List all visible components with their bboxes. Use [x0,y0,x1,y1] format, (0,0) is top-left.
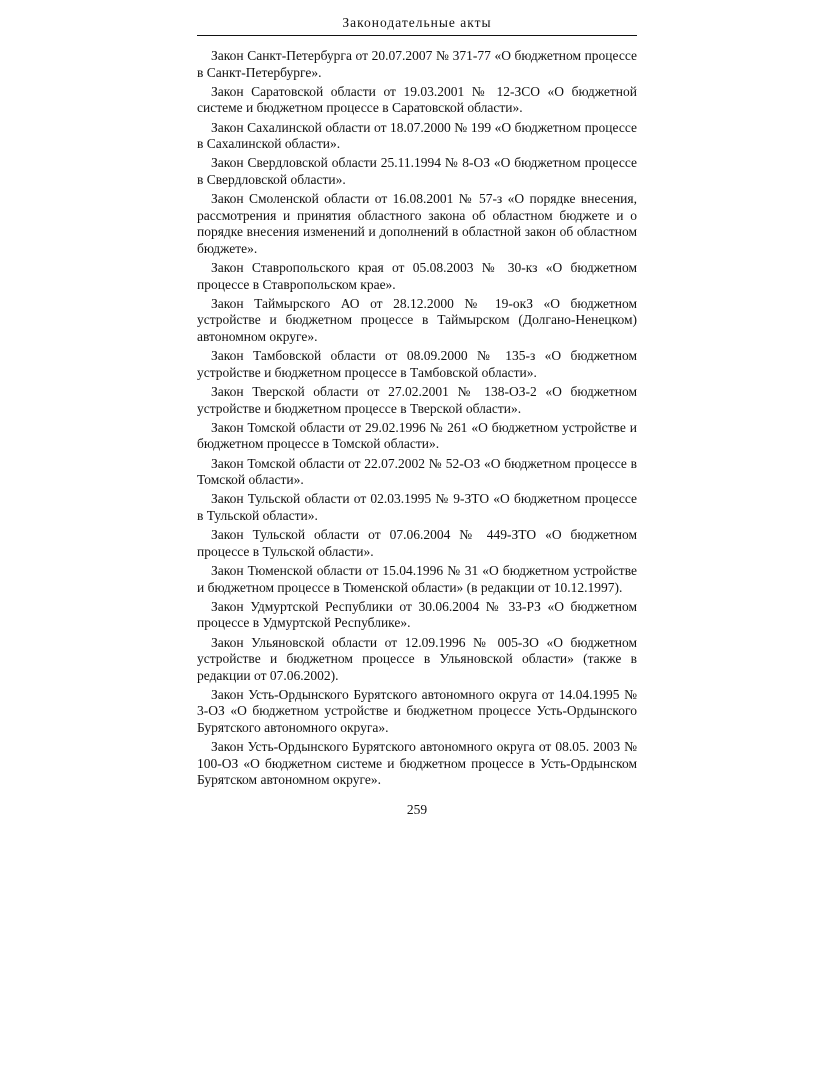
law-entry: Закон Усть-Ордынского Бурятского автономного округа от 14.04.1995 № 3-ОЗ «О бюджетном устройстве и бюджетном процессе Усть-Ордынского Бурятского автономного округа». [197,686,637,736]
law-entry: Закон Санкт-Петербурга от 20.07.2007 № 371-77 «О бюджетном процессе в Санкт-Петербурге». [197,48,637,80]
law-entry: Закон Удмуртской Республики от 30.06.2004 № 33-РЗ «О бюджетном процессе в Удмуртской Республике». [197,598,637,631]
book-page [197,14,637,819]
law-entry: Закон Сахалинской области от 18.07.2000 № 199 «О бюджетном процессе в Сахалинской области». [197,119,637,152]
law-entry: Закон Томской области от 22.07.2002 № 52-ОЗ «О бюджетном процессе в Томской области». [197,455,637,488]
law-entry: Закон Таймырского АО от 28.12.2000 № 19-окЗ «О бюджетном устройстве и бюджетном процессе в Таймырском (Долгано-Ненецком) автономном округе». [197,295,637,345]
law-entry: Закон Свердловской области 25.11.1994 № 8-ОЗ «О бюджетном процессе в Свердловской области». [197,155,637,187]
law-entry: Закон Тамбовской области от 08.09.2000 № 135-з «О бюджетном устройстве и бюджетном процессе в Тамбовской области». [197,348,637,380]
law-entry: Закон Томской области от 29.02.1996 № 261 «О бюджетном устройстве и бюджетном процессе в Томской области». [197,419,637,452]
law-entry: Закон Ставропольского края от 05.08.2003 № 30-кз «О бюджетном процессе в Ставропольском крае». [197,260,637,292]
law-entry: Закон Тюменской области от 15.04.1996 № 31 «О бюджетном устройстве и бюджетном процессе в Тюменской области» (в редакции от 10.12.1997). [197,562,637,595]
law-entry: Закон Саратовской области от 19.03.2001 № 12-ЗСО «О бюджетной системе и бюджетном процессе в Саратовской области». [197,83,637,116]
law-entry: Закон Тульской области от 07.06.2004 № 449-ЗТО «О бюджетном процессе в Тульской области». [197,527,637,559]
running-header: Законодательные акты [197,14,637,36]
law-list [197,48,637,789]
page-number: 259 [406,802,428,818]
law-entry: Закон Усть-Ордынского Бурятского автономного округа от 08.05. 2003 № 100-ОЗ «О бюджетном системе и бюджетном процессе в Усть-Ордынском Бурятском автономном округе». [197,739,637,788]
law-entry: Закон Ульяновской области от 12.09.1996 № 005-ЗО «О бюджетном устройстве и бюджетном процессе в Ульяновской области» (также в редакции от 07.06.2002). [197,634,637,683]
law-entry: Закон Тульской области от 02.03.1995 № 9-ЗТО «О бюджетном процессе в Тульской области». [197,491,637,523]
law-entry: Закон Смоленской области от 16.08.2001 № 57-з «О порядке внесения, рассмотрения и принятия областного закона об областном бюджете и о порядке внесения изменений и дополнений в областной закон об областном бюджете». [197,191,637,256]
law-entry: Закон Тверской области от 27.02.2001 № 138-ОЗ-2 «О бюджетном устройстве и бюджетном процессе в Тверской области». [197,384,637,416]
